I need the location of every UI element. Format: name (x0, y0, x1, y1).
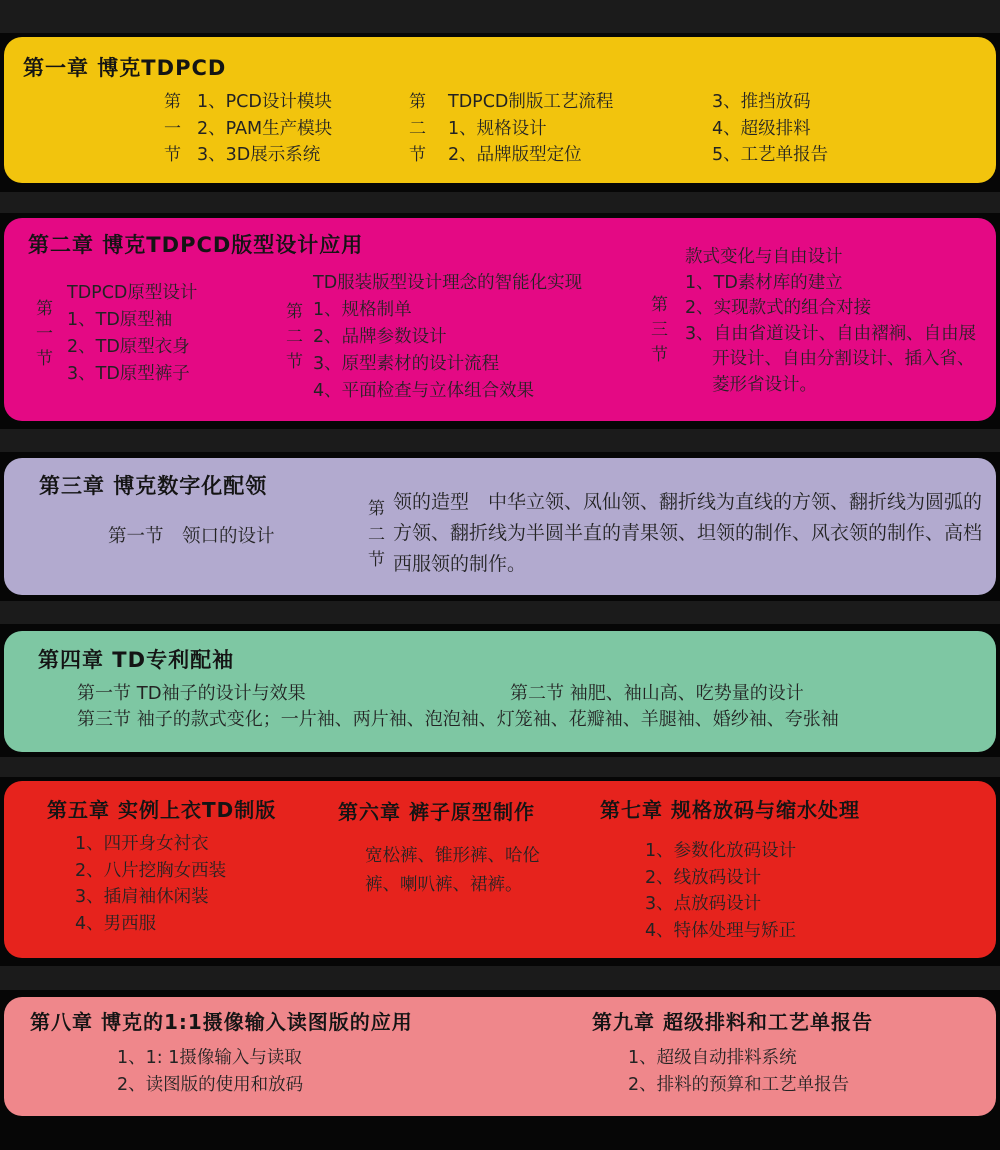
divider-band (0, 0, 1000, 33)
chapter-1-title: 第一章 博克TDPCD (23, 56, 227, 80)
chapter-3-section-2-paragraph: 领的造型 中华立领、凤仙领、翻折线为直线的方领、翻折线为圆弧的方领、翻折线为半圆半直的青果领、坦领的制作、风衣领的制作、高档西服领的制作。 (393, 491, 983, 575)
list-item: 2、品牌版型定位 (448, 145, 582, 165)
list-item: 2、TD原型衣身 (67, 337, 190, 357)
list-item: 1、TD素材库的建立 (685, 272, 843, 293)
chapter-3-section-2-label: 第二节 (368, 499, 385, 570)
chapter-7-title: 第七章 规格放码与缩水处理 (600, 798, 860, 822)
chapter-1-section-2-list (448, 89, 613, 169)
list-item: 2、实现款式的组合对接 (685, 298, 872, 318)
chapter-4-panel (4, 631, 996, 752)
chapter-9-title: 第九章 超级排料和工艺单报告 (592, 1010, 873, 1034)
list-item: 4、超级排料 (712, 118, 811, 139)
list-item: 3、3D展示系统 (197, 145, 321, 165)
chapter-8-list (117, 1045, 303, 1098)
list-item: 4、平面检查与立体组合效果 (313, 381, 535, 401)
chapter-2-section-2-list (313, 270, 582, 405)
list-item: 3、TD原型裤子 (67, 364, 190, 384)
chapter-3-title: 第三章 博克数字化配领 (39, 474, 268, 498)
list-item: 3、插肩袖休闲装 (75, 887, 209, 907)
list-item: 1、四开身女衬衣 (75, 834, 209, 854)
list-item: 3、推挡放码 (712, 92, 811, 112)
chapter-1-section-1-label: 第一节 (164, 92, 181, 165)
list-item: 3、点放码设计 (645, 894, 762, 914)
divider-band (0, 757, 1000, 777)
list-item: 2、线放码设计 (645, 867, 762, 888)
list-item: 4、特体处理与矫正 (645, 920, 797, 941)
chapter-2-panel (4, 218, 996, 421)
chapter-2-section-1-list (67, 280, 197, 388)
chapter-4-line-2: 第二节 袖肥、袖山高、吃势量的设计 (510, 683, 804, 704)
list-item: 2、排料的预算和工艺单报告 (628, 1074, 850, 1095)
chapter-4-title: 第四章 TD专利配袖 (38, 648, 235, 672)
chapter-1-extra-list (712, 89, 828, 169)
section-header: TDPCD原型设计 (67, 283, 198, 303)
chapter-2-section-3-label: 第三节 (651, 295, 668, 365)
list-item: 1、PCD设计模块 (197, 92, 332, 112)
chapter-2-section-2-label: 第二节 (286, 302, 303, 372)
list-item: 4、男西服 (75, 913, 157, 934)
list-item: 1、超级自动排料系统 (628, 1048, 797, 1068)
divider-band (0, 966, 1000, 990)
chapter-7-list (645, 838, 796, 944)
chapter-4-line-1: 第一节 TD袖子的设计与效果 (77, 683, 306, 704)
chapter-1-section-2-label: 第二节 (409, 92, 426, 165)
section-header: 款式变化与自由设计 (685, 247, 843, 267)
list-item: 5、工艺单报告 (712, 145, 829, 165)
chapter-1-panel (4, 37, 996, 183)
chapter-6-title: 第六章 裤子原型制作 (338, 800, 535, 824)
chapter-6-paragraph: 宽松裤、锥形裤、哈伦裤、喇叭裤、裙裤。 (365, 846, 540, 895)
list-item: 3、自由省道设计、自由褶裥、自由展开设计、自由分割设计、插入省、菱形省设计。 (685, 323, 977, 395)
list-item: 1、参数化放码设计 (645, 841, 797, 861)
chapter-1-section-1-list (197, 89, 332, 169)
chapter-2-section-1-label: 第一节 (36, 299, 53, 369)
section-header: TD服装版型设计理念的智能化实现 (313, 273, 583, 293)
chapter-4-line-3: 第三节 袖子的款式变化；一片袖、两片袖、泡泡袖、灯笼袖、花瓣袖、羊腿袖、婚纱袖、夸张袖 (77, 709, 839, 730)
chapter-3-section-1-line: 第一节 领口的设计 (108, 526, 275, 547)
divider-band (0, 601, 1000, 624)
chapters-8-9-panel (4, 997, 996, 1116)
list-item: 2、品牌参数设计 (313, 327, 447, 347)
list-item: 1、1: 1摄像输入与读取 (117, 1048, 302, 1068)
divider-band (0, 429, 1000, 452)
section-header: TDPCD制版工艺流程 (448, 92, 614, 112)
chapters-5-7-panel (4, 781, 996, 958)
divider-band (0, 192, 1000, 213)
list-item: 2、八片挖胸女西装 (75, 860, 227, 881)
list-item: 2、PAM生产模块 (197, 118, 333, 139)
chapter-9-list (628, 1045, 849, 1098)
chapter-5-title: 第五章 实例上衣TD制版 (47, 798, 277, 822)
list-item: 1、TD原型袖 (67, 310, 173, 330)
list-item: 1、规格设计 (448, 118, 547, 139)
list-item: 2、读图版的使用和放码 (117, 1074, 304, 1095)
chapter-8-title: 第八章 博克的1:1摄像输入读图版的应用 (30, 1010, 413, 1034)
chapter-3-panel (4, 458, 996, 595)
chapter-2-section-3-list (685, 245, 987, 398)
list-item: 3、原型素材的设计流程 (313, 354, 500, 374)
list-item: 1、规格制单 (313, 300, 412, 320)
chapter-2-title: 第二章 博克TDPCD版型设计应用 (28, 233, 364, 257)
chapter-5-list (75, 831, 226, 937)
